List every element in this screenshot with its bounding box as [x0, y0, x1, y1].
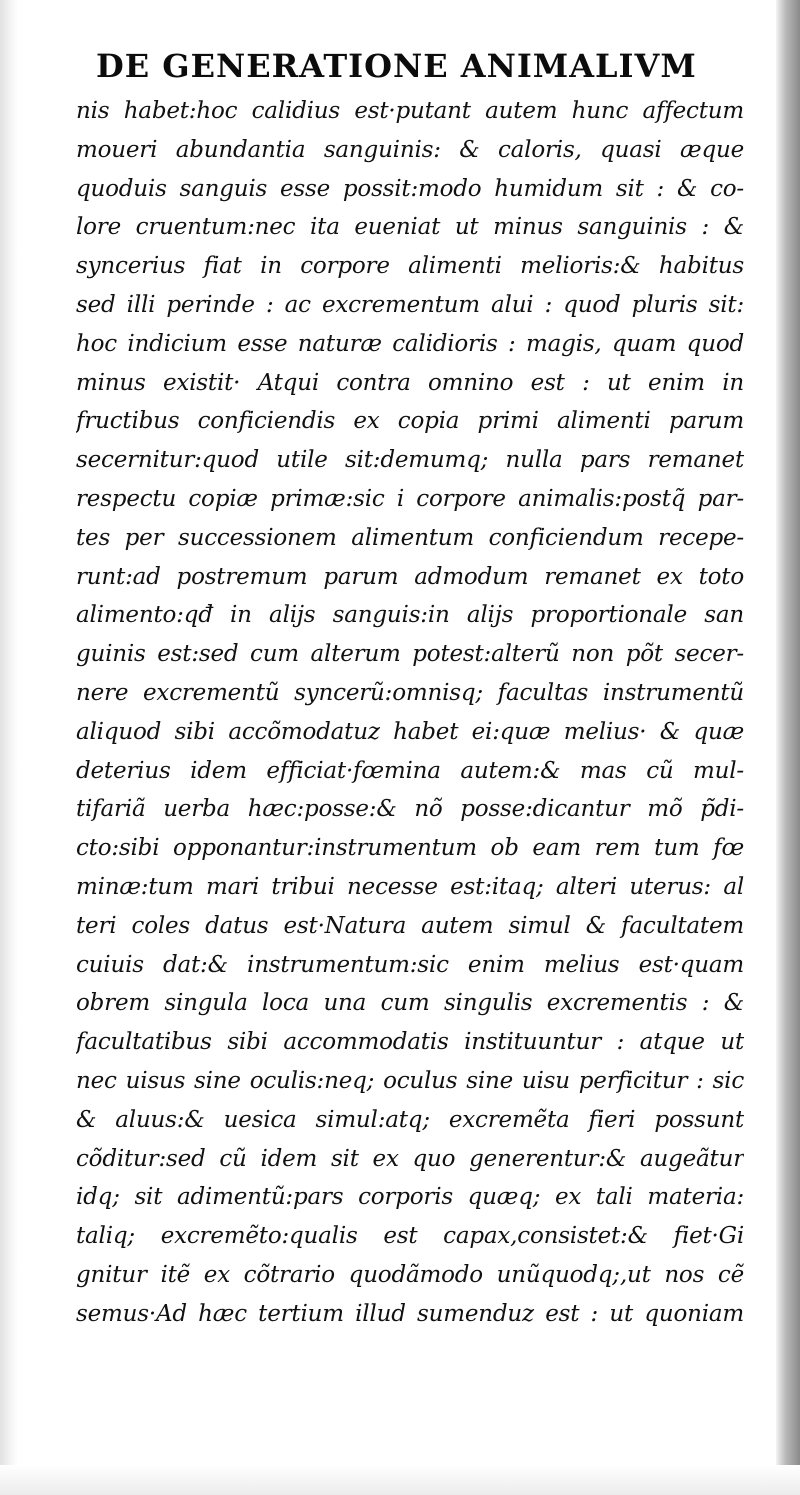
text-line: gnitur itẽ ex cõtrario quodãmodo unũquodq;,ut nos cẽ: [76, 1261, 744, 1288]
text-line: sed illi perinde : ac excrementum alui : quod pluris sit:: [76, 291, 744, 318]
text-line: cuiuis dat:& instrumentum:sic enim melius est·quam: [76, 951, 744, 978]
text-line: moueri abundantia sanguinis: & caloris, quasi æque: [76, 136, 744, 163]
text-line: obrem singula loca una cum singulis excrementis : &: [76, 990, 744, 1017]
text-line: nis habet:hoc calidius est·putant autem hunc affectum: [76, 98, 744, 124]
text-line: cõditur:sed cũ idem sit ex quo generentur:& augeãtur: [76, 1145, 744, 1172]
text-line: lore cruentum:nec ita eueniat ut minus sanguinis : &: [76, 214, 744, 241]
text-line: minæ:tum mari tribui necesse est:itaq; alteri uterus: al: [76, 873, 744, 900]
text-line: nere excrementũ syncerũ:omnisq; facultas instrumentũ: [76, 679, 744, 706]
text-line: tifariã uerba hæc:posse:& nõ posse:dicantur mõ p̃di-: [76, 796, 744, 823]
text-line: fructibus conficiendis ex copia primi alimenti parum: [76, 408, 744, 435]
text-line: & aluus:& uesica simul:atq; excremẽta fieri possunt: [76, 1106, 744, 1133]
text-body: [76, 92, 744, 1334]
text-line: secernitur:quod utile sit:demumq; nulla pars remanet: [76, 447, 744, 474]
text-line: respectu copiæ primæ:sic i corpore animalis:postq̃ par-: [76, 485, 744, 512]
text-line: syncerius fiat in corpore alimenti melioris:& habitus: [76, 253, 744, 280]
text-line: nec uisus sine oculis:neq; oculus sine uisu perficitur : sic: [76, 1067, 744, 1094]
text-line: alimento:qđ in alijs sanguis:in alijs proportionale san: [76, 602, 744, 629]
text-line: guinis est:sed cum alterum potest:alterũ non põt secer-: [76, 641, 744, 668]
text-line: quoduis sanguis esse possit:modo humidum sit : & co-: [76, 175, 744, 202]
text-line: deterius idem efficiat·fœmina autem:& mas cũ mul-: [76, 757, 744, 784]
text-line: aliquod sibi accõmodatuz habet ei:quæ melius· & quæ: [76, 718, 744, 745]
text-line: facultatibus sibi accommodatis instituuntur : atque ut: [76, 1029, 744, 1056]
text-line: minus existit· Atqui contra omnino est : ut enim in: [76, 369, 744, 396]
text-line: semus·Ad hæc tertium illud sumenduz est : ut quoniam: [76, 1300, 744, 1327]
text-line: idq; sit adimentũ:pars corporis quæq; ex tali materia:: [76, 1184, 744, 1211]
text-line: teri coles datus est·Natura autem simul & facultatem: [76, 912, 744, 939]
text-line: taliq; excremẽto:qualis est capax,consistet:& fiet·Gi: [76, 1223, 744, 1250]
page-bottom-edge-shadow: [0, 1465, 800, 1495]
text-line: hoc indicium esse naturæ calidioris : magis, quam quod: [76, 330, 744, 357]
text-line: runt:ad postremum parum admodum remanet ex toto: [76, 563, 744, 590]
page-left-edge-shadow: [0, 0, 18, 1495]
text-line: cto:sibi opponantur:instrumentum ob eam rem tum fœ: [76, 835, 744, 862]
page-right-edge-shadow: [776, 0, 800, 1495]
text-line: tes per successionem alimentum conficiendum recepe-: [76, 524, 744, 551]
running-head: DE GENERATIONE ANIMALIVM: [96, 47, 697, 85]
